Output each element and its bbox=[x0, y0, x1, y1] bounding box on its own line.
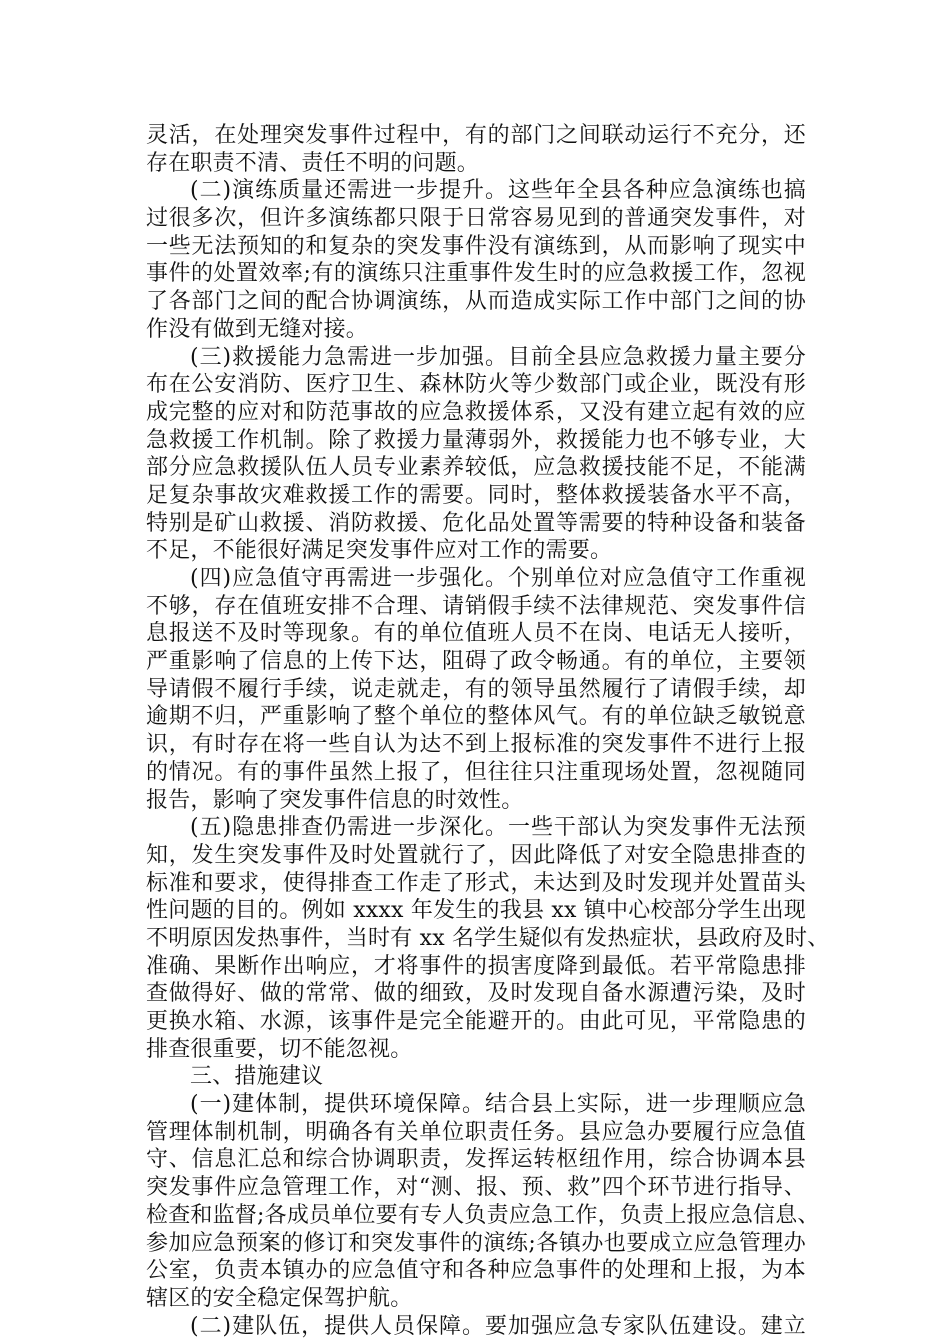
text-line: 标准和要求，使得排查工作走了形式，未达到及时发现并处置苗头 bbox=[146, 870, 806, 896]
text-line: 过很多次，但许多演练都只限于日常容易见到的普通突发事件，对 bbox=[146, 206, 806, 232]
text-line: 足复杂事故灾难救援工作的需要。同时，整体救援装备水平不高， bbox=[146, 482, 806, 508]
text-line: 准确、果断作出响应，才将事件的损害度降到最低。若平常隐患排 bbox=[146, 953, 806, 979]
text-line: 特别是矿山救援、消防救援、危化品处置等需要的特种设备和装备 bbox=[146, 510, 806, 536]
text-line: 一些无法预知的和复杂的突发事件没有演练到，从而影响了现实中 bbox=[146, 233, 806, 259]
text-line: 导请假不履行手续，说走就走，有的领导虽然履行了请假手续，却 bbox=[146, 676, 806, 702]
text-line: 不明原因发热事件，当时有 xx 名学生疑似有发热症状，县政府及时、 bbox=[146, 925, 830, 951]
text-line: 作没有做到无缝对接。 bbox=[146, 316, 369, 342]
text-line: (二)建队伍，提供人员保障。要加强应急专家队伍建设。建立 bbox=[190, 1313, 806, 1339]
text-line: 布在公安消防、医疗卫生、森林防火等少数部门或企业，既没有形 bbox=[146, 372, 806, 398]
text-line: 部分应急救援队伍人员专业素养较低，应急救援技能不足，不能满 bbox=[146, 455, 806, 481]
text-line: 识，有时存在将一些自认为达不到上报标准的突发事件不进行上报 bbox=[146, 732, 806, 758]
text-line: 严重影响了信息的上传下达，阻碍了政令畅通。有的单位，主要领 bbox=[146, 649, 806, 675]
text-line: 了各部门之间的配合协调演练，从而造成实际工作中部门之间的协 bbox=[146, 289, 806, 315]
text-line: 的情况。有的事件虽然上报了，但往往只注重现场处置，忽视随同 bbox=[146, 759, 806, 785]
text-line: 成完整的应对和防范事故的应急救援体系，又没有建立起有效的应 bbox=[146, 399, 806, 425]
text-line: (五)隐患排查仍需进一步深化。一些干部认为突发事件无法预 bbox=[190, 815, 806, 841]
text-line: (一)建体制，提供环境保障。结合县上实际，进一步理顺应急 bbox=[190, 1092, 806, 1118]
text-line: 报告，影响了突发事件信息的时效性。 bbox=[146, 787, 524, 813]
text-line: 灵活，在处理突发事件过程中，有的部门之间联动运行不充分，还 bbox=[146, 123, 806, 148]
text-line: 逾期不归，严重影响了整个单位的整体风气。有的单位缺乏敏锐意 bbox=[146, 704, 806, 730]
text-line: 参加应急预案的修订和突发事件的演练;各镇办也要成立应急管理办 bbox=[146, 1230, 806, 1256]
text-line: 不足，不能很好满足突发事件应对工作的需要。 bbox=[146, 538, 613, 564]
text-line: 知，发生突发事件及时处置就行了，因此降低了对安全隐患排查的 bbox=[146, 842, 806, 868]
text-line: 检查和监督;各成员单位要有专人负责应急工作，负责上报应急信息、 bbox=[146, 1202, 820, 1228]
text-line: 排查很重要，切不能忽视。 bbox=[146, 1036, 413, 1062]
text-line: 急救援工作机制。除了救援力量薄弱外，救援能力也不够专业，大 bbox=[146, 427, 806, 453]
text-line: (二)演练质量还需进一步提升。这些年全县各种应急演练也搞 bbox=[190, 178, 806, 204]
document-page bbox=[146, 122, 830, 1340]
text-line: 公室，负责本镇办的应急值守和各种应急事件的处理和上报，为本 bbox=[146, 1258, 806, 1284]
text-line: 性问题的目的。例如 xxxx 年发生的我县 xx 镇中心校部分学生出现 bbox=[146, 898, 806, 924]
text-line: 管理体制机制，明确各有关单位职责任务。县应急办要履行应急值 bbox=[146, 1119, 806, 1145]
text-line: (四)应急值守再需进一步强化。个别单位对应急值守工作重视 bbox=[190, 566, 806, 591]
text-line: 息报送不及时等现象。有的单位值班人员不在岗、电话无人接听， bbox=[146, 621, 806, 647]
text-line: 查做得好、做的常常、做的细致，及时发现自备水源遭污染，及时 bbox=[146, 981, 806, 1007]
text-line: 存在职责不清、责任不明的问题。 bbox=[146, 150, 480, 176]
text-line: 三、措施建议 bbox=[190, 1064, 324, 1090]
text-line: 辖区的安全稳定保驾护航。 bbox=[146, 1285, 413, 1311]
text-line: 事件的处置效率;有的演练只注重事件发生时的应急救援工作，忽视 bbox=[146, 261, 806, 287]
text-line: 守、信息汇总和综合协调职责，发挥运转枢纽作用，综合协调本县 bbox=[146, 1147, 806, 1173]
text-line: 不够，存在值班安排不合理、请销假手续不法律规范、突发事件信 bbox=[146, 593, 806, 619]
text-line: 更换水箱、水源，该事件是完全能避开的。由此可见，平常隐患的 bbox=[146, 1009, 806, 1034]
text-line: (三)救援能力急需进一步加强。目前全县应急救援力量主要分 bbox=[190, 344, 806, 370]
text-line: 突发事件应急管理工作，对“测、报、预、救”四个环节进行指导、 bbox=[146, 1175, 806, 1201]
